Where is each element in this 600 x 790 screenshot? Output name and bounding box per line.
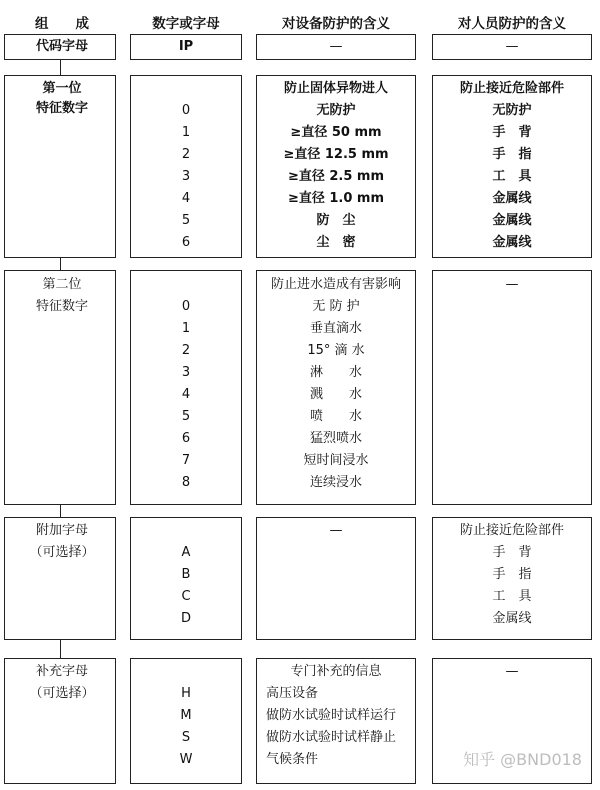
first-group-line2: 特征数字 bbox=[35, 101, 88, 116]
second-person-head: — bbox=[505, 277, 519, 292]
second-code: 8 bbox=[181, 475, 191, 490]
first-code: 0 bbox=[181, 103, 191, 118]
code-code: IP bbox=[178, 39, 194, 54]
first-person: 金属线 bbox=[492, 235, 532, 250]
first-equipment: ≥直径 2.5 mm bbox=[287, 169, 385, 184]
second-equipment: 连续浸水 bbox=[309, 475, 362, 490]
second-equipment: 垂直滴水 bbox=[309, 321, 362, 336]
header-equipment: 对设备防护的含义 bbox=[282, 16, 390, 32]
first-equipment: ≥直径 50 mm bbox=[290, 125, 382, 140]
supplementary-code: S bbox=[181, 730, 191, 745]
additional-code: A bbox=[181, 545, 191, 560]
second-equipment: 溅 水 bbox=[309, 387, 362, 402]
second-equipment: 猛烈喷水 bbox=[309, 431, 362, 446]
second-equipment: 无 防 护 bbox=[312, 299, 360, 314]
supplementary-equipment: 做防水试验时试样静止 bbox=[266, 730, 397, 745]
first-equipment: ≥直径 1.0 mm bbox=[287, 191, 385, 206]
code-group: 代码字母 bbox=[35, 39, 88, 54]
code-person: — bbox=[505, 39, 519, 54]
supplementary-equipment: 做防水试验时试样运行 bbox=[266, 708, 397, 723]
second-equipment: 喷 水 bbox=[309, 409, 362, 424]
additional-code: C bbox=[181, 589, 191, 604]
second-code: 5 bbox=[181, 409, 191, 424]
additional-group-line1: 附加字母 bbox=[35, 523, 88, 538]
connector-line bbox=[60, 60, 61, 75]
second-code: 0 bbox=[181, 299, 191, 314]
second-code: 2 bbox=[181, 343, 191, 358]
first-code: 3 bbox=[181, 169, 191, 184]
second-code: 7 bbox=[181, 453, 191, 468]
connector-line bbox=[60, 640, 61, 658]
second-equipment: 15° 滴 水 bbox=[307, 343, 365, 358]
header-group: 组 成 bbox=[35, 16, 89, 32]
additional-person: 工 具 bbox=[492, 589, 532, 604]
first-code: 4 bbox=[181, 191, 191, 206]
second-code: 1 bbox=[181, 321, 191, 336]
second-code: 4 bbox=[181, 387, 191, 402]
first-equipment: ≥直径 12.5 mm bbox=[283, 147, 389, 162]
supplementary-equipment: 高压设备 bbox=[266, 686, 319, 701]
second-equipment: 淋 水 bbox=[309, 365, 362, 380]
first-person: 工 具 bbox=[492, 169, 532, 184]
second-code: 3 bbox=[181, 365, 191, 380]
first-equipment: 防 尘 bbox=[316, 213, 356, 228]
supplementary-code: W bbox=[179, 752, 193, 767]
additional-person: 金属线 bbox=[492, 611, 532, 626]
first-person-head: 防止接近危险部件 bbox=[459, 81, 564, 96]
second-code: 6 bbox=[181, 431, 191, 446]
supplementary-code: H bbox=[181, 686, 191, 701]
first-person: 无防护 bbox=[492, 103, 532, 118]
additional-code: B bbox=[181, 567, 191, 582]
first-group-line1: 第一位 bbox=[42, 81, 82, 96]
first-equipment: 无防护 bbox=[316, 103, 356, 118]
connector-line bbox=[60, 258, 61, 270]
additional-person: 手 指 bbox=[492, 567, 532, 582]
additional-equipment-head: — bbox=[329, 523, 343, 538]
supplementary-equipment: 气候条件 bbox=[266, 752, 319, 767]
first-person: 金属线 bbox=[492, 191, 532, 206]
supplementary-equipment-head: 专门补充的信息 bbox=[290, 664, 382, 679]
additional-person-head: 防止接近危险部件 bbox=[459, 523, 564, 538]
watermark-text: 知乎 @BND018 bbox=[463, 750, 582, 769]
additional-code: D bbox=[180, 611, 191, 626]
second-person-box bbox=[432, 270, 592, 505]
first-code: 2 bbox=[181, 147, 191, 162]
first-equipment-head: 防止固体异物进人 bbox=[283, 81, 388, 96]
supplementary-group-line2: （可选择） bbox=[29, 686, 95, 701]
second-equipment: 短时间浸水 bbox=[303, 453, 369, 468]
header-person: 对人员防护的含义 bbox=[458, 16, 566, 32]
supplementary-code: M bbox=[180, 708, 192, 723]
supplementary-person-head: — bbox=[505, 664, 519, 679]
first-person: 手 背 bbox=[492, 125, 532, 140]
first-code: 1 bbox=[181, 125, 191, 140]
first-person: 手 指 bbox=[492, 147, 532, 162]
second-group-line1: 第二位 bbox=[42, 277, 82, 292]
first-equipment: 尘 密 bbox=[316, 235, 356, 250]
first-code: 6 bbox=[181, 235, 191, 250]
first-person: 金属线 bbox=[492, 213, 532, 228]
code-equipment: — bbox=[329, 39, 343, 54]
second-equipment-head: 防止进水造成有害影响 bbox=[270, 277, 401, 292]
connector-line bbox=[60, 505, 61, 517]
header-code: 数字或字母 bbox=[152, 16, 220, 32]
second-group-line2: 特征数字 bbox=[35, 299, 88, 314]
first-code: 5 bbox=[181, 213, 191, 228]
additional-group-line2: （可选择） bbox=[29, 545, 95, 560]
additional-person: 手 背 bbox=[492, 545, 532, 560]
supplementary-group-line1: 补充字母 bbox=[35, 664, 88, 679]
